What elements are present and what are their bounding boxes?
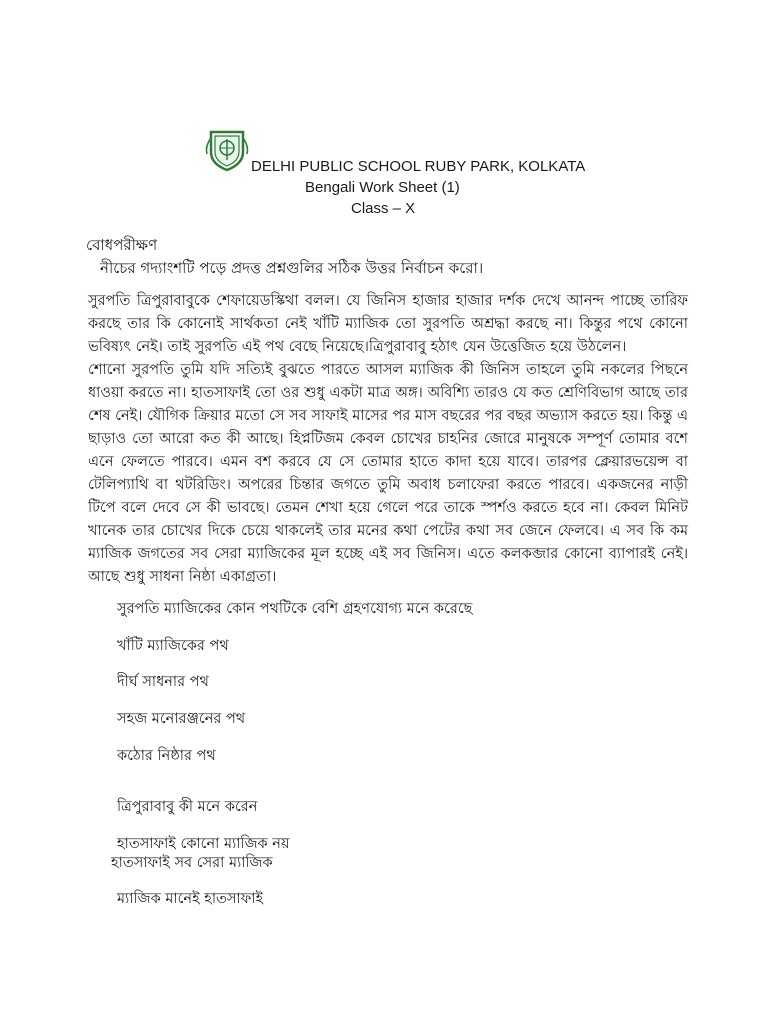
sheet-title: Bengali Work Sheet (1) <box>305 179 460 196</box>
answer-option[interactable]: হাতসাফাই কোনো ম্যাজিক নয় <box>117 836 290 852</box>
question-text: সুরপতি ম্যাজিকের কোন পথটিকে বেশি গ্রহণযোগ্য মনে করেছে <box>117 601 473 617</box>
answer-option[interactable]: কঠোর নিষ্ঠার পথ <box>117 748 216 764</box>
question-text: ত্রিপুরাবাবু কী মনে করেন <box>117 799 258 815</box>
answer-option[interactable]: ম্যাজিক মানেই হাতসাফাই <box>117 891 264 907</box>
answer-option[interactable]: সহজ মনোরঞ্জনের পথ <box>117 711 246 727</box>
school-name: DELHI PUBLIC SCHOOL RUBY PARK, KOLKATA <box>251 158 586 175</box>
school-emblem-icon <box>203 126 251 174</box>
passage <box>88 290 688 589</box>
class-label: Class – X <box>351 200 416 217</box>
instruction-text: নীচের গদ্যাংশটি পড়ে প্রদত্ত প্রশ্নগুলির সঠিক উত্তর নির্বাচন করো। <box>100 259 484 277</box>
answer-option[interactable]: হাতসাফাই সব সেরা ম্যাজিক <box>111 855 273 871</box>
passage-paragraph: সুরপতি ত্রিপুরাবাবুকে শেফায়েডস্কিথা বলল। যে জিনিস হাজার হাজার দর্শক দেখে আনন্দ পাচ্ছে তারিফ করছে তার কি কোনোই সার্থকতা নেই খাঁটি ম্যাজিক তো সুরপতি অশ্রদ্ধা করছে না। কিন্তুর পথে কোনো ভবিষ্যৎ নেই। তাই সুরপতি এই পথ বেছে নিয়েছে।ত্রিপুরাবাবু হঠাৎ যেন উত্তেজিত হয়ে উঠলেন। <box>88 293 688 355</box>
answer-option[interactable]: খাঁটি ম্যাজিকের পথ <box>117 638 229 654</box>
section-label: বোধপরীক্ষণ <box>86 236 158 254</box>
answer-option[interactable]: দীর্ঘ সাধনার পথ <box>117 674 209 690</box>
passage-paragraph: শোনো সুরপতি তুমি যদি সত্যিই বুঝতে পারতে আসল ম্যাজিক কী জিনিস তাহলে তুমি নকলের পিছনে ধাওয়া করতে না। হাতসাফাই তো ওর শুধু একটা মাত্র অঙ্গ। অবিশ্যি তারও যে কত শ্রেণিবিভাগ আছে তার শেষ নেই। যৌগিক ক্রিয়ার মতো সে সব সাফাই মাসের পর মাস বছরের পর বছর অভ্যাস করতে হয়। কিন্তু এ ছাড়াও তো আরো কত কী আছে। হিপ্নটিজম কেবল চোখের চাহনির জোরে মানুষকে সম্পূর্ণ তোমার বশে এনে ফেলতে পারবে। এমন বশ করবে যে সে তোমার হাতে কাদা হয়ে যাবে। তারপর ক্লেয়ারভয়েন্স বা টেলিপ্যাথি বা থটরিডিং। অপরের চিন্তার জগতে তুমি অবাধ চলাফেরা করতে পারবে। একজনের নাড়ী টিপে বলে দেবে সে কী ভাবছে। তেমন শেখা হয়ে গেলে পরে তাকে স্পর্শও করতে হবে না। কেবল মিনিট খানেক তার চোখের দিকে চেয়ে থাকলেই তার মনের কথা পেটের কথা সব জেনে ফেলবে। এ সব কি কম ম্যাজিক জগতের সব সেরা ম্যাজিকের মূল হচ্ছে এই সব জিনিস। এতে কলকব্জার কোনো ব্যাপারই নেই। আছে শুধু সাধনা নিষ্ঠা একাগ্রতা। <box>88 362 688 585</box>
